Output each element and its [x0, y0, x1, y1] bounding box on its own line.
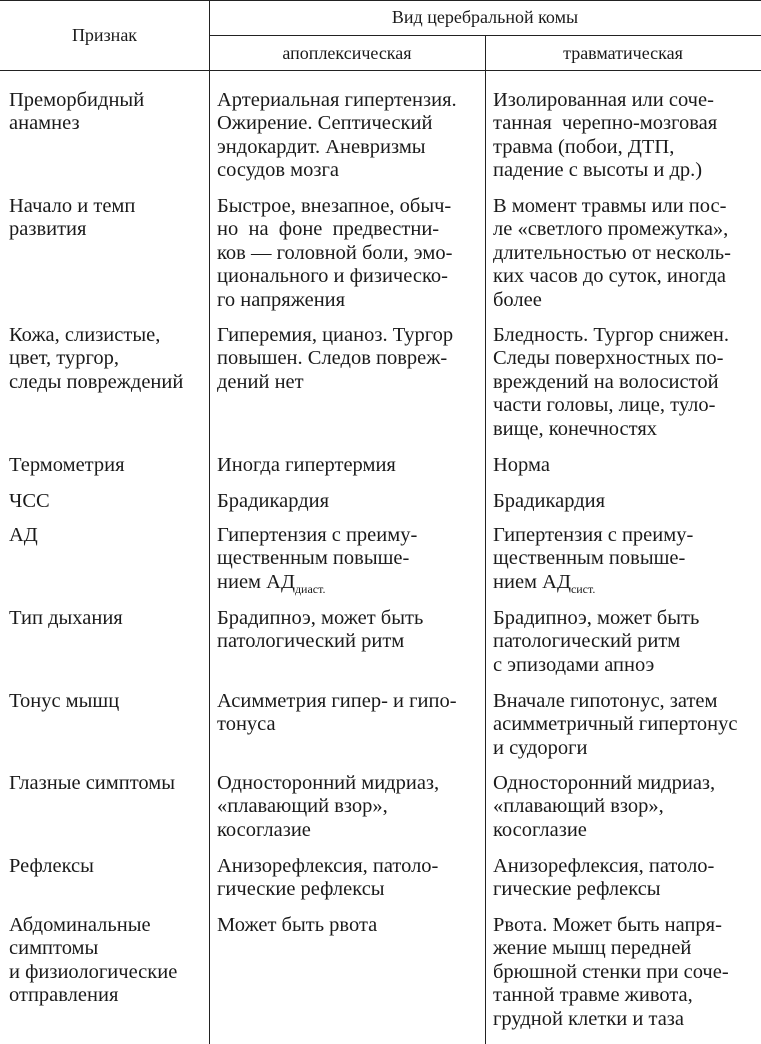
- row-traumatic-blood-pressure: [493, 524, 693, 601]
- row-sign-thermometry: Термометрия: [9, 454, 125, 476]
- row-sign-heart-rate: ЧСС: [9, 490, 50, 512]
- row-apoplectic-onset: Быстрое, внезапное, обыч- но на фоне предвестни- ков — головной боли, эмо- ционального и физическо- го напряжения: [217, 195, 453, 311]
- row-apoplectic-breathing: Брадипноэ, может быть патологический ритм: [217, 607, 424, 653]
- column-divider-2: [485, 35, 486, 1044]
- traumatic-bp-subscript: сист.: [570, 581, 596, 596]
- apoplectic-bp-text: Гипертензия с преиму- щественным повыше- нием АД: [217, 524, 418, 593]
- row-apoplectic-eye-symptoms: Односторонний мидриаз, «плавающий взор», косоглазие: [217, 772, 440, 841]
- row-sign-breathing: Тип дыхания: [9, 607, 123, 629]
- row-traumatic-heart-rate: Брадикардия: [493, 490, 606, 512]
- column-divider-1: [209, 0, 210, 1044]
- row-traumatic-breathing: Брадипноэ, может быть патологический ритм с эпизодами апноэ: [493, 607, 700, 676]
- row-sign-eye-symptoms: Глазные симптомы: [9, 772, 176, 794]
- row-sign-abdominal: Абдоминальные симптомы и физиологические отправления: [9, 914, 178, 1007]
- header-traumatic: травматическая: [563, 43, 683, 63]
- row-apoplectic-thermometry: Иногда гипертермия: [217, 454, 396, 476]
- row-sign-blood-pressure: АД: [9, 524, 38, 546]
- header-sign: Признак: [71, 25, 138, 45]
- row-sign-reflexes: Рефлексы: [9, 855, 94, 877]
- row-traumatic-onset: В момент травмы или пос- ле «светлого промежутка», длительностью от несколь- ких часов до суток, иногда более: [493, 195, 731, 311]
- row-traumatic-abdominal: Рвота. Может быть напря- жение мышц передней брюшной стенки при соче- танной травме живота, грудной клетки и таза: [493, 914, 729, 1030]
- row-apoplectic-blood-pressure: [217, 524, 417, 601]
- traumatic-bp-text: Гипертензия с преиму- щественным повыше- нием АД: [493, 524, 694, 593]
- row-sign-onset: Начало и темп развития: [9, 195, 136, 241]
- row-traumatic-thermometry: Норма: [493, 454, 550, 476]
- row-traumatic-anamnesis: Изолированная или соче- танная черепно-мозговая травма (побои, ДТП, падение с высоты и др.): [493, 89, 718, 182]
- header-bottom-rule: [0, 70, 761, 71]
- row-traumatic-eye-symptoms: Односторонний мидриаз, «плавающий взор», косоглазие: [493, 772, 716, 841]
- row-sign-skin: Кожа, слизистые, цвет, тургор, следы повреждений: [9, 324, 184, 393]
- row-traumatic-reflexes: Анизорефлексия, патоло- гические рефлексы: [493, 855, 715, 901]
- apoplectic-bp-subscript: диаст.: [294, 581, 326, 596]
- row-apoplectic-heart-rate: Брадикардия: [217, 490, 330, 512]
- top-rule: [0, 0, 761, 1]
- row-apoplectic-reflexes: Анизорефлексия, патоло- гические рефлексы: [217, 855, 439, 901]
- row-sign-anamnesis: Преморбидный анамнез: [9, 89, 145, 135]
- row-traumatic-muscle-tone: Вначале гипотонус, затем асимметричный гипертонус и судороги: [493, 690, 738, 759]
- header-coma-type: Вид церебральной комы: [391, 7, 579, 27]
- row-apoplectic-skin: Гиперемия, цианоз. Тургор повышен. Следов повреж- дений нет: [217, 324, 454, 393]
- row-traumatic-skin: Бледность. Тургор снижен. Следы поверхностных по- вреждений на волосистой части головы, лице, туло- вище, конечностях: [493, 324, 730, 440]
- header-apoplectic: апоплексическая: [282, 43, 412, 63]
- row-apoplectic-anamnesis: Артериальная гипертензия. Ожирение. Септический эндокардит. Аневризмы сосудов мозга: [217, 89, 457, 182]
- row-sign-muscle-tone: Тонус мышц: [9, 690, 120, 712]
- row-apoplectic-muscle-tone: Асимметрия гипер- и гипо- тонуса: [217, 690, 457, 736]
- row-apoplectic-abdominal: Может быть рвота: [217, 914, 378, 936]
